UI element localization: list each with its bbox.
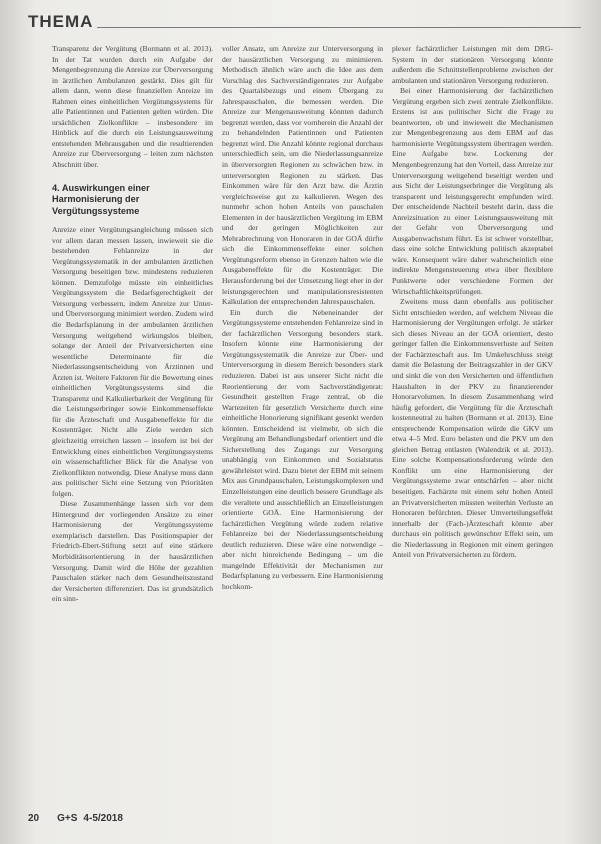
paragraph: Zweitens muss dann ebenfalls aus politischer Sicht entschieden werden, auf welchem Niveau die Harmonisierung der Vergütungen erfolgt. Je stärker sich dieses Niveau an der GOÄ orientiert, desto geringer fallen die Einkommensverluste auf Seiten der Fachärzteschaft aus. Im Umkehrschluss steigt damit die Belastung der Beitragszahler in der GKV und sinkt die von den Versicherten und öffentlichen Haushalten in der PKV zu finanzierender Honorarvolumen. In diesem Zusammenhang wird häufig gefordert, die Vergütung für die Ärzteschaft kostenneutral zu halten (Bormann et al. 2013). Eine entsprechende Kompensation würde die GKV um etwa 4–5 Mrd. Euro belasten und die PKV um den gleichen Betrag entlasten (Walendzik et al. 2013). Eine solche Kompensationsforderung würde den Konflikt um eine Harmonisierung der Vergütungssysteme zwar entschärfen – aber nicht beseitigen. Fachärzte mit einem sehr hohen Anteil an Privatversicherten müssten weiterhin Verluste an Honoraren befürchten. Dieser Umverteilungseffekt innerhalb der (Fach-)Ärzteschaft könnte aber durchaus ein politisch gewünschter Effekt sein, um die Niederlassung in Regionen mit einem geringen Anteil von Privatversicherten zu fördern. <box>392 297 553 560</box>
paragraph: Diese Zusammenhänge lassen sich vor dem Hintergrund der vorliegenden Ansätze zu einer Harmonisierung der Vergütungssysteme exemplarisch darstellen. Das Positionspapier der Friedrich-Ebert-Stiftung setzt auf eine stärkere Morbiditätsorientierung in der hausärztlichen Versorgung. Damit wird die Höhe der gezahlten Pauschalen stärker nach dem Gesundheitszustand der Versicherten differenziert. Das ist grundsätzlich ein sinn- <box>52 499 213 604</box>
header-rule <box>97 27 581 28</box>
text-column-2 <box>222 44 383 804</box>
paragraph: Anreize einer Vergütungsangleichung müssen sich vor allem daran messen lassen, inwieweit sie die bestehenden Fehlanreize in der Vergütungssystematik in der ambulanten ärztlichen Versorgung beseitigen bzw. mindestens reduzieren können. Demzufolge müsste ein einheitliches Vergütungssystem die Bedarfsgerechtigkeit der Versorgung verbessern, indem Anreize zur Unter- und Überversorgung minimiert werden. Zudem wird die Bedarfsplanung in der ambulanten ärztlichen Versorgung weitgehend wirkungslos bleiben, solange der Anteil der Privatversicherten eine wesentliche Determinante für die Niederlassungsentscheidung von Ärztinnen und Ärzten ist. Weitere Faktoren für die Bewertung eines einheitlichen Vergütungssystems sind die Transparenz und Kalkulierbarkeit der Vergütung für die Leistungserbringer sowie Einkommenseffekte für die Ärzteschaft und Ausgabeneffekte für die Kostenträger. Nicht alle Ziele werden sich gleichzeitig erreichen lassen – insofern ist bei der Entwicklung eines einheitlichen Vergütungssystems ein wissenschaftlicher Blick für die Analyse von Zielkonflikten notwendig. Diese Analyse muss dann aus politischer Sicht eine Setzung von Prioritäten folgen. <box>52 225 213 498</box>
paragraph: plexer fachärztlicher Leistungen mit dem DRG-System in der stationären Versorgung könnte außerdem die Schnittstellenprobleme zwischen der ambulanten und stationären Versorgung reduzieren. <box>392 44 553 85</box>
page-number: 20 <box>28 813 40 824</box>
issue-number: 4-5/2018 <box>83 813 123 824</box>
paragraph: Transparenz der Vergütung (Bormann et al. 2013). In der Tat wurden durch ein Aufgabe der Mengenbegrenzung die Anreize zur Überversorgung in ärztlichen Ambulanzen gestärkt. Dies gilt für allem dann, wenn diese finanziellen Anreize im Rahmen eines einheitlichen Vergütungssystems für alle Patientinnen und Patienten gelten würden. Die ursächlichen Zielkonflikte – insbesondere im Hinblick auf die durch ein Leistungsausweitung entstehenden Mehrausgaben und die resultierenden Anreize zur Überversorgung – leiten zum nächsten Abschnitt über. <box>52 44 213 170</box>
paragraph: Bei einer Harmonisierung der fachärztlichen Vergütung ergeben sich zwei zentrale Zielkonflikte. Erstens ist aus politischer Sicht die Frage zu beantworten, ob und inwieweit die Mechanismen zur Mengenbegrenzung aus dem EBM auf das harmonisierte Vergütungssystem übertragen werden. Eine Aufgabe bzw. Lockerung der Mengenbegrenzung hat den Vorteil, dass Anreize zur Unterversorgung weitgehend beseitigt werden und aus Sicht der Leistungserbringer die Vergütung als transparent und leistungsgerecht empfunden wird. Der entscheidende Nachteil besteht darin, dass die Anreizsituation zu einer Leistungsausweitung mit der Gefahr von Überversorgung und Ausgabenwachstum führt. Es ist schwer vorstellbar, dass eine solche Entwicklung politisch akzeptabel wäre. Konsequent wäre daher wahrscheinlich eine indirekte Mengensteuerung etwa über flexiblere Punktwerte oder verschiedene Formen der Wirtschaftlichkeitsprüfungen. <box>392 86 553 296</box>
text-column-3 <box>392 44 553 804</box>
paragraph: voller Ansatz, um Anreize zur Unterversorgung in der hausärztlichen Versorgung zu minimieren. Methodisch ähnlich wäre auch die Idee aus dem Vorschlag des Sachverständigenrates zur Aufgabe des Quartalsbezugs und einem Übergang zu Jahrespauschalen, die bemessen werden. Die Anreize zur Mengenausweitung könnten dadurch begrenzt werden, dass vor vornherein die Anzahl der zu behandelnden Patientinnen und Patienten begrenzt wird. Die Anzahl könnte regional durchaus unterschiedlich sein, um die Niederlassungsanreize in überversorgten Regionen zu schwächen bzw. in unterversorgten Regionen zu stärken. Das Einkommen wäre für den Arzt bzw. die Ärztin vergleichsweise gut zu kalkulieren. Wegen des nunmehr schon hohen Anteils von pauschalen Elementen in der hausärztlichen Vergütung im EBM und der geringen Möglichkeiten zur Mehrabrechnung von Honoraren in der GOÄ dürfte sich die Einkommenseffekte einer solchen Vergütungsreform ebenso in Grenzen halten wie die Ausgabeneffekte für die Kostenträger. Die Herausforderung bei der Umsetzung liegt eher in der leistungsgerechten und manipulationsresistenten Kalkulation der entsprechenden Jahrespauschalen. <box>222 44 383 307</box>
text-column-1 <box>52 44 213 804</box>
paragraph: Ein durch die Nebeneinander der Vergütungssysteme entstehenden Fehlanreize sind in der fachärztlichen Versorgung besonders stark. Insofern könnte eine Harmonisierung der Vergütungssystematik die Anreize zur Über- und Unterversorgung in diesem Bereich besonders stark reduzieren. Dabei ist aus unserer Sicht nicht die Reorientierung der vom Sachverständigenrat: Gesundheit gestellten Frage zentral, ob die Wartezeiten für gesetzlich Versicherte durch eine einheitliche Honorierung signifikant gesenkt werden könnten. Entscheidend ist vielmehr, ob sich die Vergütung am Behandlungsbedarf orientiert und die Sicherstellung des Zugangs zur Versorgung unabhängig von Einkommen und Sozialstatus gewährleistet wird. Dazu bietet der EBM mit seinem Mix aus Grundpauschalen, Leistungskomplexen und Einzelleistungen eine deutlich bessere Grundlage als die veraltete und ausschließlich an Einzelleistungen orientierte GOÄ. Eine Harmonisierung der fachärztlichen Vergütung würde zudem relative Fehlanreize bei der Niederlassungsentscheidung deutlich reduzieren. Diese wäre eine notwendige – aber nicht hinreichende Bedingung – um die mangelnde Effektivität der Mechanismen zur Bedarfsplanung zu verbessern. Eine Harmonisierung hochkom- <box>222 307 383 591</box>
page-footer <box>28 813 123 824</box>
section-header <box>28 10 581 32</box>
journal-name: G+S <box>57 813 78 824</box>
section-heading: 4. Auswirkungen einer Harmonisierung der Vergütungssysteme <box>52 182 150 216</box>
section-title: THEMA <box>28 12 94 31</box>
